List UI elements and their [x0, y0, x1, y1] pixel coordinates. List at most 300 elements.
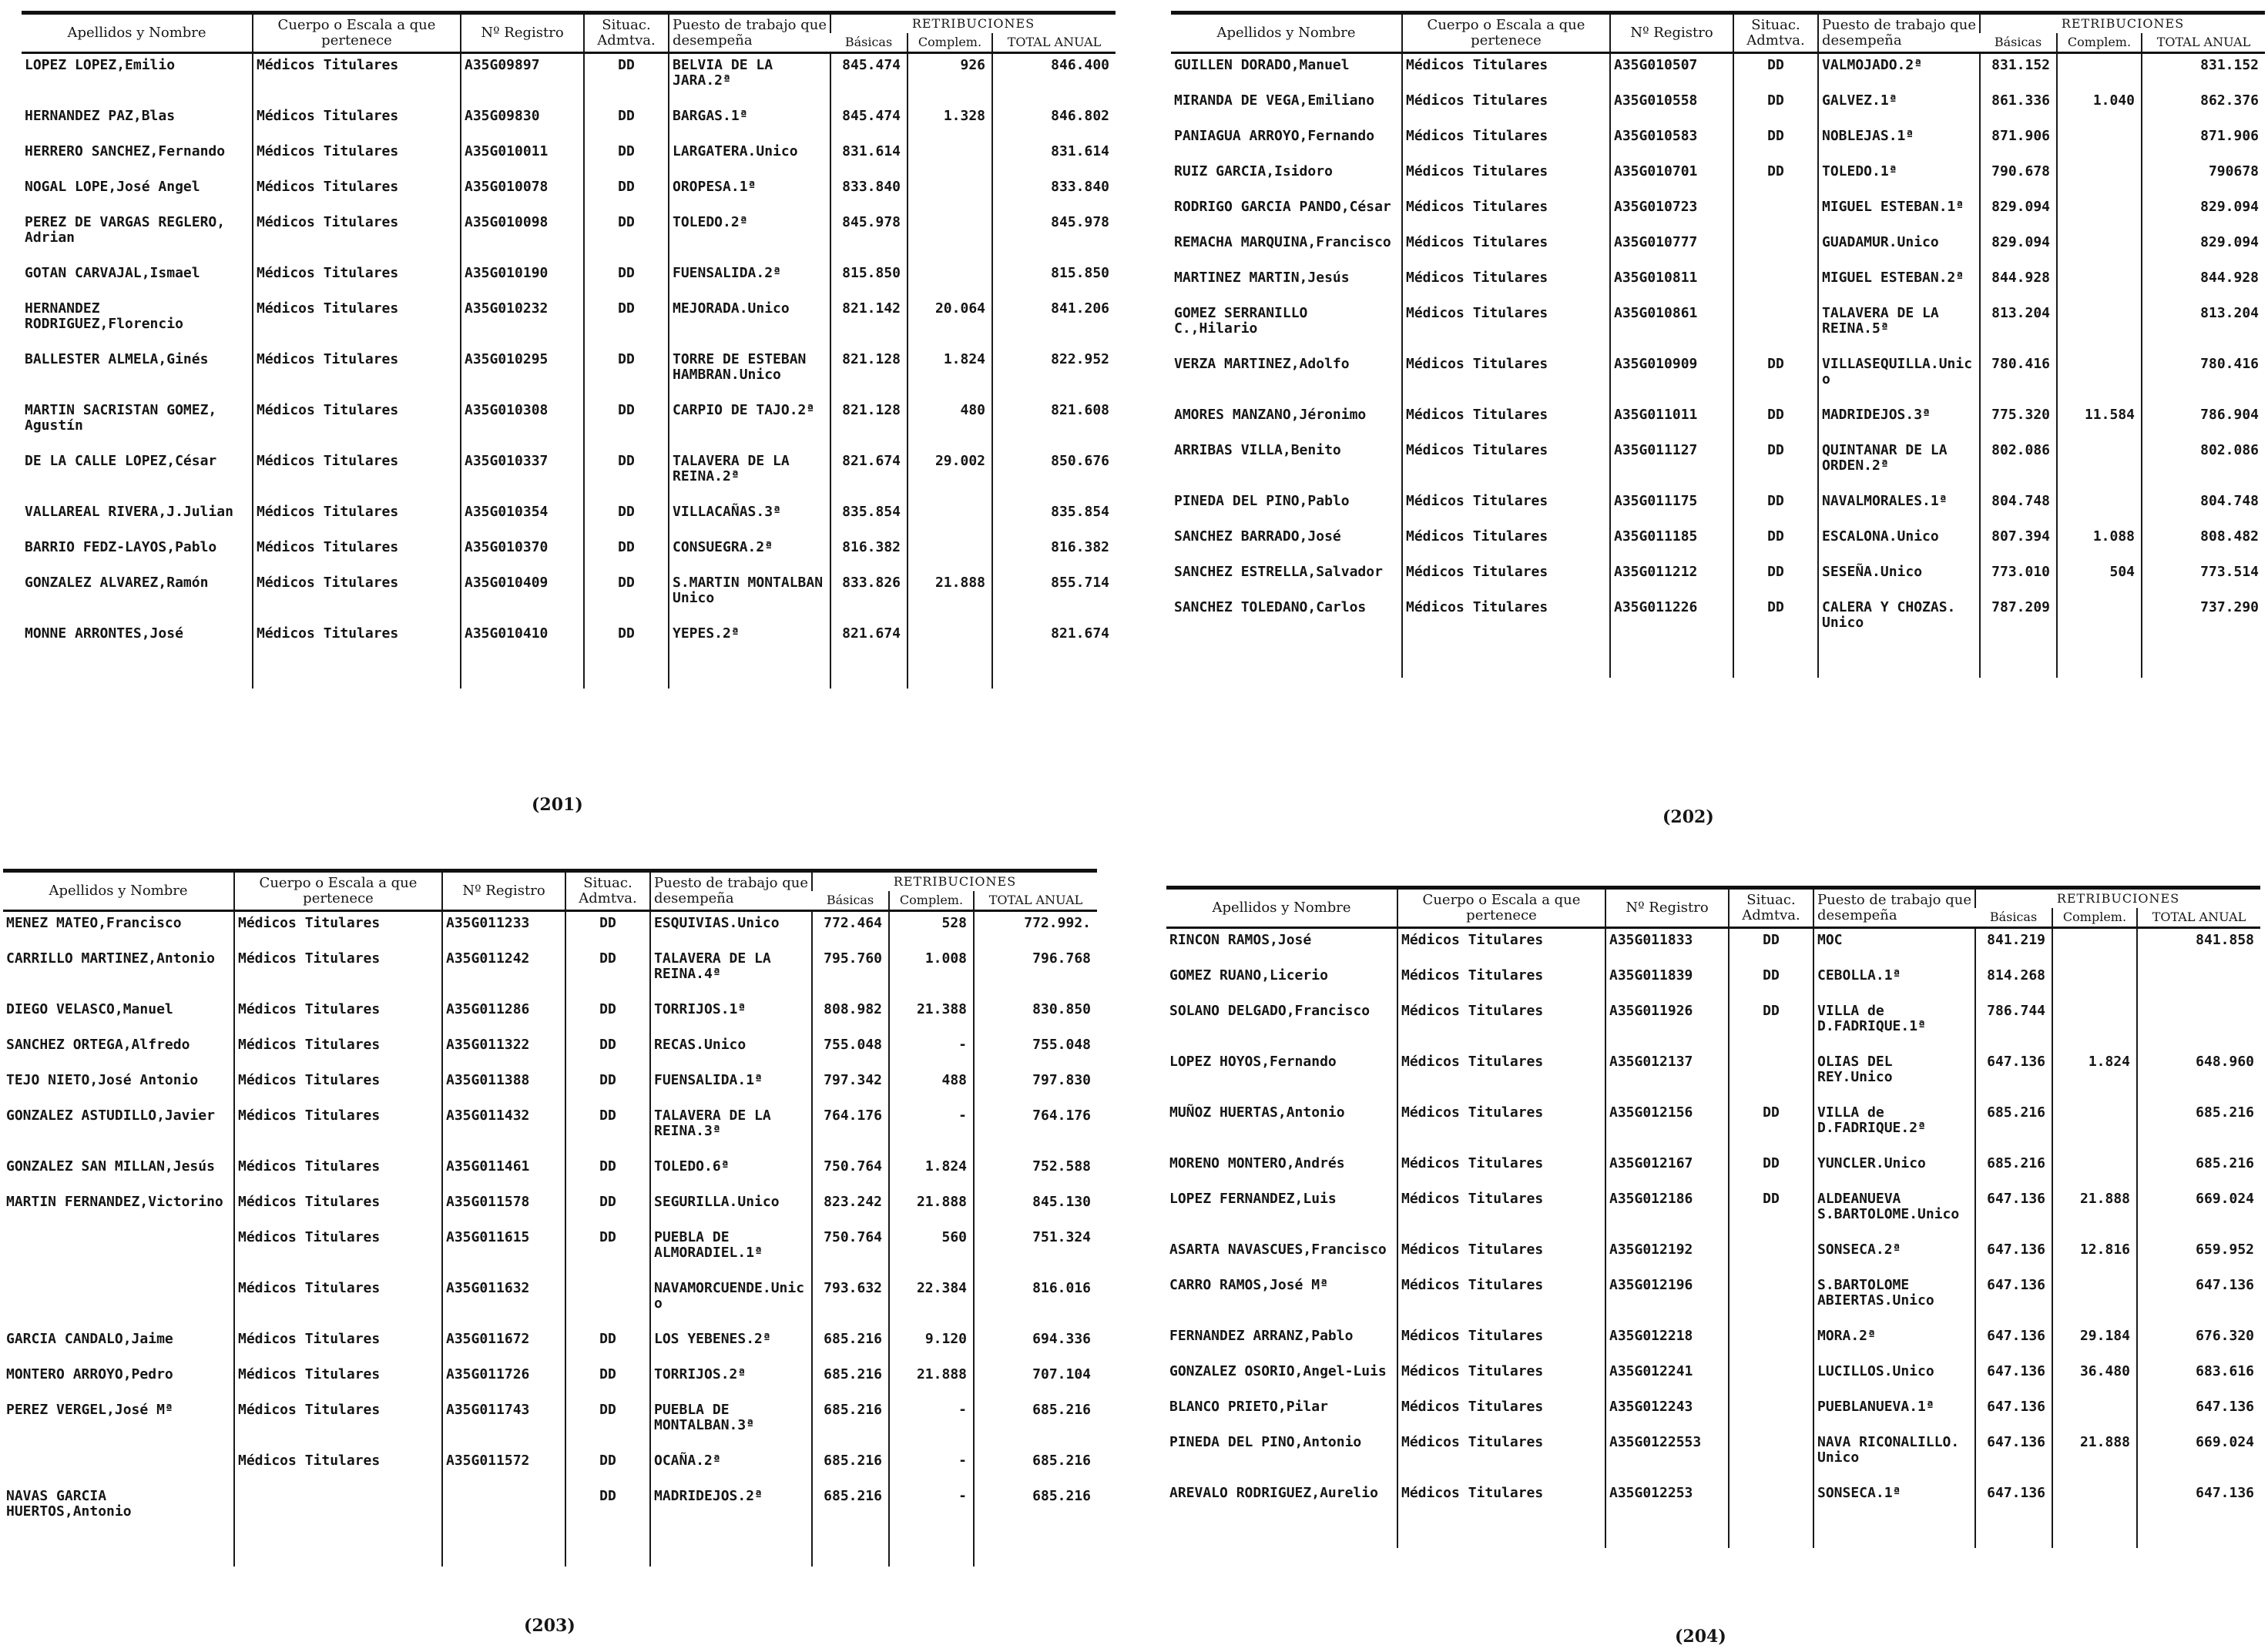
cell-puesto: ESCALONA.Unico — [1818, 525, 1980, 561]
cell-puesto: PUEBLA DE ALMORADIEL.1ª — [650, 1226, 812, 1277]
cell-cuerpo: Médicos Titulares — [234, 1399, 442, 1449]
cell-cuerpo: Médicos Titulares — [234, 1191, 442, 1226]
table-row — [1166, 1274, 2260, 1325]
cell-situac: DD — [584, 211, 669, 262]
cell-puesto: NAVA RICONALILLO. Unico — [1813, 1431, 1975, 1482]
cell-complem: 12.816 — [2052, 1238, 2137, 1274]
cell-complem: 480 — [908, 399, 992, 450]
cell-nombre: MORENO MONTERO,Andrés — [1169, 1155, 1345, 1171]
table-row — [1171, 160, 2265, 196]
cell-basicas: 755.048 — [812, 1034, 889, 1069]
cell-complem: 21.888 — [2052, 1188, 2137, 1238]
col-puesto-header: Puesto de trabajo que desempeña — [1818, 13, 1980, 53]
cell-complem — [908, 536, 992, 571]
cell-puesto: TALAVERA DE LA REINA.5ª — [1818, 302, 1980, 353]
table-row — [22, 140, 1116, 176]
cell-nombre: BLANCO PRIETO,Pilar — [1169, 1399, 1328, 1415]
cell-situac: DD — [565, 1399, 650, 1449]
cell-nombre: AREVALO RODRIGUEZ,Aurelio — [1169, 1485, 1378, 1501]
cell-situac: DD — [584, 622, 669, 658]
table-row — [3, 1363, 1097, 1399]
table-row — [1166, 1325, 2260, 1360]
col-total-header: TOTAL ANUAL — [992, 33, 1116, 53]
col-puesto-header: Puesto de trabajo que desempeña — [1813, 888, 1975, 928]
cell-puesto: OROPESA.1ª — [669, 176, 830, 211]
cell-nombre: VALLAREAL RIVERA,J.Julian — [25, 504, 233, 520]
cell-puesto: TORRE DE ESTEBAN HAMBRAN.Unico — [669, 348, 830, 399]
cell-total: 685.216 — [2137, 1101, 2260, 1152]
table-body — [1166, 928, 2260, 1549]
cell-situac: DD — [565, 911, 650, 948]
cell-situac: DD — [1729, 964, 1813, 1000]
cell-nombre: GUILLEN DORADO,Manuel — [1174, 57, 1350, 73]
cell-nombre: SOLANO DELGADO,Francisco — [1169, 1003, 1371, 1019]
cell-total: 846.802 — [992, 105, 1116, 140]
cell-total: 815.850 — [992, 262, 1116, 297]
cell-cuerpo: Médicos Titulares — [253, 571, 461, 622]
cell-puesto: TORRIJOS.1ª — [650, 998, 812, 1034]
col-situac-header: Situac. Admtva. — [565, 871, 650, 911]
cell-basicas: 807.394 — [1980, 525, 2057, 561]
table-row — [3, 1034, 1097, 1069]
table-row — [1171, 231, 2265, 266]
cell-registro: A35G010507 — [1610, 53, 1733, 90]
cell-situac: DD — [584, 140, 669, 176]
cell-basicas: 647.136 — [1975, 1396, 2052, 1431]
table-row — [1171, 596, 2265, 647]
cell-complem — [2057, 439, 2142, 490]
cell-complem — [2052, 1274, 2137, 1325]
cell-total: 752.588 — [974, 1155, 1097, 1191]
cell-total: 845.130 — [974, 1191, 1097, 1226]
table-row — [22, 571, 1116, 622]
cell-nombre: CARRO RAMOS,José Mª — [1169, 1277, 1328, 1293]
cell-situac: DD — [565, 1328, 650, 1363]
cell-cuerpo: Médicos Titulares — [1402, 160, 1610, 196]
cell-total: 841.858 — [2137, 928, 2260, 965]
cell-nombre: ASARTA NAVASCUES,Francisco — [1169, 1242, 1387, 1258]
cell-cuerpo: Médicos Titulares — [1397, 1360, 1605, 1396]
cell-cuerpo: Médicos Titulares — [1402, 53, 1610, 90]
col-retribuciones-header: RETRIBUCIONES — [812, 871, 1097, 892]
cell-complem: 926 — [908, 53, 992, 106]
cell-registro: A35G010861 — [1610, 302, 1733, 353]
cell-situac — [1733, 302, 1818, 353]
page-number: (204) — [1675, 1627, 1726, 1647]
empty-cell — [1729, 1517, 1813, 1548]
cell-situac: DD — [1729, 928, 1813, 965]
table-201 — [22, 11, 1116, 689]
cell-registro: A35G012186 — [1605, 1188, 1729, 1238]
cell-basicas: 835.854 — [830, 501, 908, 536]
cell-situac — [1733, 266, 1818, 302]
cell-puesto: TORRIJOS.2ª — [650, 1363, 812, 1399]
cell-cuerpo: Médicos Titulares — [1397, 1482, 1605, 1517]
cell-nombre: FERNANDEZ ARRANZ,Pablo — [1169, 1328, 1354, 1344]
filler-row — [3, 1536, 1097, 1567]
cell-total: 685.216 — [974, 1399, 1097, 1449]
cell-cuerpo: Médicos Titulares — [1397, 1188, 1605, 1238]
cell-basicas: 871.906 — [1980, 125, 2057, 160]
cell-registro: A35G012167 — [1605, 1152, 1729, 1188]
cell-situac: DD — [1729, 1000, 1813, 1051]
cell-cuerpo: Médicos Titulares — [253, 622, 461, 658]
cell-cuerpo: Médicos Titulares — [234, 911, 442, 948]
table-row — [1171, 490, 2265, 525]
cell-complem — [2057, 160, 2142, 196]
cell-complem — [2052, 1101, 2137, 1152]
cell-complem: - — [889, 1485, 974, 1536]
cell-complem: 1.040 — [2057, 89, 2142, 125]
cell-basicas: 797.342 — [812, 1069, 889, 1104]
cell-situac: DD — [565, 1104, 650, 1155]
cell-basicas: 829.094 — [1980, 196, 2057, 231]
cell-nombre: GONZALEZ ALVAREZ,Ramón — [25, 575, 209, 591]
cell-total: 821.674 — [992, 622, 1116, 658]
cell-basicas: 647.136 — [1975, 1188, 2052, 1238]
cell-puesto: CARPIO DE TAJO.2ª — [669, 399, 830, 450]
cell-situac: DD — [1729, 1152, 1813, 1188]
table-row — [1171, 125, 2265, 160]
cell-registro: A35G011388 — [442, 1069, 565, 1104]
cell-nombre: NOGAL LOPE,José Angel — [25, 179, 200, 195]
cell-complem: 20.064 — [908, 297, 992, 348]
cell-puesto: MADRIDEJOS.2ª — [650, 1485, 812, 1536]
cell-total: 780.416 — [2142, 353, 2265, 404]
table-row — [1166, 1431, 2260, 1482]
cell-puesto: PUEBLA DE MONTALBAN.3ª — [650, 1399, 812, 1449]
table-row — [3, 911, 1097, 948]
table-row — [3, 1328, 1097, 1363]
cell-total: 813.204 — [2142, 302, 2265, 353]
cell-complem — [2057, 490, 2142, 525]
cell-total: 802.086 — [2142, 439, 2265, 490]
cell-nombre: DIEGO VELASCO,Manuel — [6, 1001, 173, 1017]
col-complem-header: Complem. — [889, 891, 974, 911]
cell-registro: A35G012218 — [1605, 1325, 1729, 1360]
empty-cell — [1402, 647, 1610, 678]
cell-total: 835.854 — [992, 501, 1116, 536]
cell-cuerpo: Médicos Titulares — [1402, 125, 1610, 160]
cell-puesto: OLIAS DEL REY.Unico — [1813, 1051, 1975, 1101]
cell-complem — [2057, 353, 2142, 404]
cell-registro: A35G011833 — [1605, 928, 1729, 965]
cell-situac: DD — [584, 105, 669, 140]
cell-total: 659.952 — [2137, 1238, 2260, 1274]
cell-complem: 21.888 — [889, 1363, 974, 1399]
cell-situac: DD — [1733, 596, 1818, 647]
cell-registro: A35G010078 — [461, 176, 584, 211]
table-row — [1166, 928, 2260, 965]
col-complem-header: Complem. — [2057, 33, 2142, 53]
empty-cell — [1813, 1517, 1975, 1548]
cell-nombre: PINEDA DEL PINO,Pablo — [1174, 493, 1350, 509]
cell-complem: 1.008 — [889, 947, 974, 998]
cell-registro: A35G011185 — [1610, 525, 1733, 561]
cell-registro: A35G011175 — [1610, 490, 1733, 525]
cell-situac: DD — [565, 1226, 650, 1277]
cell-nombre: REMACHA MARQUINA,Francisco — [1174, 234, 1391, 250]
cell-cuerpo: Médicos Titulares — [1402, 596, 1610, 647]
empty-cell — [2142, 647, 2265, 678]
cell-situac — [1729, 1482, 1813, 1517]
cell-situac — [1733, 196, 1818, 231]
cell-registro: A35G012253 — [1605, 1482, 1729, 1517]
cell-registro: A35G011615 — [442, 1226, 565, 1277]
cell-total: 797.830 — [974, 1069, 1097, 1104]
table-row — [1166, 1238, 2260, 1274]
cell-basicas: 750.764 — [812, 1226, 889, 1277]
cell-situac: DD — [565, 947, 650, 998]
cell-complem — [2052, 1000, 2137, 1051]
cell-nombre: MONTERO ARROYO,Pedro — [6, 1366, 173, 1382]
cell-cuerpo: Médicos Titulares — [1402, 439, 1610, 490]
cell-basicas: 786.744 — [1975, 1000, 2052, 1051]
cell-nombre: SANCHEZ BARRADO,José — [1174, 528, 1341, 545]
empty-cell — [1610, 647, 1733, 678]
cell-puesto: NAVALMORALES.1ª — [1818, 490, 1980, 525]
cell-nombre — [3, 1449, 234, 1485]
cell-basicas: 647.136 — [1975, 1274, 2052, 1325]
table-row — [3, 1485, 1097, 1536]
cell-total: 808.482 — [2142, 525, 2265, 561]
cell-nombre: PEREZ VERGEL,José Mª — [6, 1402, 173, 1418]
cell-registro: A35G010909 — [1610, 353, 1733, 404]
cell-basicas: 685.216 — [812, 1449, 889, 1485]
cell-complem — [2057, 302, 2142, 353]
empty-cell — [650, 1536, 812, 1567]
cell-puesto: TALAVERA DE LA REINA.3ª — [650, 1104, 812, 1155]
col-puesto-header: Puesto de trabajo que desempeña — [650, 871, 812, 911]
cell-complem — [2057, 196, 2142, 231]
cell-nombre: GARCIA CANDALO,Jaime — [6, 1331, 173, 1347]
cell-situac: DD — [565, 1191, 650, 1226]
empty-cell — [565, 1536, 650, 1567]
cell-cuerpo: Médicos Titulares — [1397, 1152, 1605, 1188]
cell-cuerpo: Médicos Titulares — [253, 53, 461, 106]
cell-situac — [1729, 1238, 1813, 1274]
cell-puesto: QUINTANAR DE LA ORDEN.2ª — [1818, 439, 1980, 490]
cell-nombre: MIRANDA DE VEGA,Emiliano — [1174, 92, 1375, 109]
cell-complem: 1.824 — [2052, 1051, 2137, 1101]
cell-basicas: 764.176 — [812, 1104, 889, 1155]
cell-registro: A35G010583 — [1610, 125, 1733, 160]
cell-basicas: 793.632 — [812, 1277, 889, 1328]
cell-nombre: HERNANDEZ RODRIGUEZ,Florencio — [25, 300, 183, 332]
cell-puesto: TOLEDO.1ª — [1818, 160, 1980, 196]
cell-basicas: 816.382 — [830, 536, 908, 571]
cell-situac: DD — [584, 348, 669, 399]
cell-cuerpo: Médicos Titulares — [1402, 302, 1610, 353]
cell-cuerpo: Médicos Titulares — [234, 947, 442, 998]
cell-total: 764.176 — [974, 1104, 1097, 1155]
cell-cuerpo: Médicos Titulares — [234, 1363, 442, 1399]
cell-complem — [2052, 1482, 2137, 1517]
cell-nombre: RINCON RAMOS,José — [1169, 932, 1312, 948]
cell-complem — [908, 501, 992, 536]
cell-puesto: RECAS.Unico — [650, 1034, 812, 1069]
cell-puesto: SONSECA.2ª — [1813, 1238, 1975, 1274]
cell-situac: DD — [1733, 125, 1818, 160]
cell-cuerpo: Médicos Titulares — [234, 1155, 442, 1191]
table-row — [1171, 53, 2265, 90]
cell-complem — [2052, 1396, 2137, 1431]
cell-complem: 528 — [889, 911, 974, 948]
cell-total — [2137, 964, 2260, 1000]
cell-total: 830.850 — [974, 998, 1097, 1034]
table-row — [22, 348, 1116, 399]
cell-puesto: SESEÑA.Unico — [1818, 561, 1980, 596]
empty-cell — [1166, 1517, 1397, 1548]
cell-complem: 1.328 — [908, 105, 992, 140]
cell-cuerpo: Médicos Titulares — [1402, 525, 1610, 561]
cell-cuerpo: Médicos Titulares — [1397, 1238, 1605, 1274]
cell-situac: DD — [584, 571, 669, 622]
cell-nombre: MENEZ MATEO,Francisco — [6, 915, 182, 931]
cell-total: 773.514 — [2142, 561, 2265, 596]
cell-puesto: FUENSALIDA.1ª — [650, 1069, 812, 1104]
cell-nombre: RODRIGO GARCIA PANDO,César — [1174, 199, 1391, 215]
empty-cell — [2137, 1517, 2260, 1548]
table-row — [1171, 353, 2265, 404]
cell-nombre: BALLESTER ALMELA,Ginés — [25, 351, 209, 367]
cell-registro: A35G011572 — [442, 1449, 565, 1485]
cell-cuerpo — [234, 1485, 442, 1536]
table-row — [1166, 964, 2260, 1000]
table-row — [22, 262, 1116, 297]
cell-registro: A35G010337 — [461, 450, 584, 501]
table-row — [22, 399, 1116, 450]
filler-row — [1166, 1517, 2260, 1548]
table-203 — [3, 869, 1097, 1567]
cell-complem: 9.120 — [889, 1328, 974, 1363]
table-row — [1171, 439, 2265, 490]
cell-registro: A35G011926 — [1605, 1000, 1729, 1051]
cell-cuerpo: Médicos Titulares — [1402, 89, 1610, 125]
col-cuerpo-header: Cuerpo o Escala a que pertenece — [1397, 888, 1605, 928]
table-row — [1166, 1360, 2260, 1396]
col-registro-header: Nº Registro — [461, 13, 584, 53]
cell-puesto: TOLEDO.6ª — [650, 1155, 812, 1191]
cell-complem — [908, 176, 992, 211]
cell-cuerpo: Médicos Titulares — [253, 297, 461, 348]
empty-cell — [974, 1536, 1097, 1567]
cell-cuerpo: Médicos Titulares — [234, 1069, 442, 1104]
col-cuerpo-header: Cuerpo o Escala a que pertenece — [234, 871, 442, 911]
cell-registro: A35G012196 — [1605, 1274, 1729, 1325]
col-registro-header: Nº Registro — [1610, 13, 1733, 53]
cell-situac: DD — [1733, 353, 1818, 404]
cell-cuerpo: Médicos Titulares — [234, 998, 442, 1034]
cell-basicas: 833.840 — [830, 176, 908, 211]
cell-basicas: 685.216 — [812, 1399, 889, 1449]
table-row — [3, 1104, 1097, 1155]
cell-nombre — [3, 1277, 234, 1328]
cell-cuerpo: Médicos Titulares — [1402, 353, 1610, 404]
cell-cuerpo: Médicos Titulares — [253, 105, 461, 140]
empty-cell — [1733, 647, 1818, 678]
cell-complem — [2052, 928, 2137, 965]
cell-nombre: HERRERO SANCHEZ,Fernando — [25, 143, 226, 159]
cell-complem: 22.384 — [889, 1277, 974, 1328]
cell-complem: 29.184 — [2052, 1325, 2137, 1360]
cell-basicas: 685.216 — [812, 1328, 889, 1363]
cell-situac: DD — [1733, 404, 1818, 439]
empty-cell — [1605, 1517, 1729, 1548]
cell-puesto: TALAVERA DE LA REINA.2ª — [669, 450, 830, 501]
cell-basicas: 821.142 — [830, 297, 908, 348]
cell-basicas: 780.416 — [1980, 353, 2057, 404]
cell-puesto: MIGUEL ESTEBAN.1ª — [1818, 196, 1980, 231]
col-registro-header: Nº Registro — [1605, 888, 1729, 928]
empty-cell — [1980, 647, 2057, 678]
cell-registro: A35G011127 — [1610, 439, 1733, 490]
cell-nombre: NAVAS GARCIA HUERTOS,Antonio — [6, 1488, 132, 1520]
cell-cuerpo: Médicos Titulares — [234, 1449, 442, 1485]
empty-cell — [889, 1536, 974, 1567]
cell-situac: DD — [565, 1485, 650, 1536]
cell-registro: A35G010410 — [461, 622, 584, 658]
cell-total: 829.094 — [2142, 196, 2265, 231]
cell-basicas: 833.826 — [830, 571, 908, 622]
cell-cuerpo: Médicos Titulares — [1402, 266, 1610, 302]
cell-nombre: CARRILLO MARTINEZ,Antonio — [6, 950, 215, 967]
cell-total: 647.136 — [2137, 1396, 2260, 1431]
table-row — [22, 622, 1116, 658]
cell-basicas: 845.474 — [830, 105, 908, 140]
table-202 — [1171, 11, 2265, 678]
cell-registro: A35G011632 — [442, 1277, 565, 1328]
cell-nombre: AMORES MANZANO,Jéronimo — [1174, 407, 1367, 423]
table-row — [22, 176, 1116, 211]
col-cuerpo-header: Cuerpo o Escala a que pertenece — [1402, 13, 1610, 53]
cell-nombre: GONZALEZ OSORIO,Angel-Luis — [1169, 1363, 1387, 1379]
cell-complem: 21.388 — [889, 998, 974, 1034]
cell-registro: A35G010723 — [1610, 196, 1733, 231]
cell-puesto: VILLACAÑAS.3ª — [669, 501, 830, 536]
col-total-header: TOTAL ANUAL — [2137, 908, 2260, 928]
cell-total: 831.152 — [2142, 53, 2265, 90]
cell-nombre: LOPEZ HOYOS,Fernando — [1169, 1054, 1337, 1070]
cell-situac: DD — [1729, 1101, 1813, 1152]
cell-complem: 504 — [2057, 561, 2142, 596]
cell-nombre: ARRIBAS VILLA,Benito — [1174, 442, 1341, 458]
page-number: (202) — [1662, 807, 1714, 827]
cell-puesto: MORA.2ª — [1813, 1325, 1975, 1360]
cell-basicas: 823.242 — [812, 1191, 889, 1226]
cell-situac: DD — [1729, 1188, 1813, 1238]
cell-basicas: 808.982 — [812, 998, 889, 1034]
cell-basicas: 831.614 — [830, 140, 908, 176]
cell-puesto: BELVIA DE LA JARA.2ª — [669, 53, 830, 106]
cell-situac: DD — [584, 399, 669, 450]
filler-row — [1171, 647, 2265, 678]
col-registro-header: Nº Registro — [442, 871, 565, 911]
cell-registro: A35G010811 — [1610, 266, 1733, 302]
cell-puesto: VILLA de D.FADRIQUE.1ª — [1813, 1000, 1975, 1051]
col-nombre-header: Apellidos y Nombre — [49, 883, 188, 899]
cell-situac: DD — [584, 297, 669, 348]
table-body — [22, 53, 1116, 689]
cell-situac: DD — [565, 1034, 650, 1069]
cell-basicas: 685.216 — [812, 1363, 889, 1399]
cell-complem — [2052, 964, 2137, 1000]
filler-row — [22, 658, 1116, 689]
empty-cell — [442, 1536, 565, 1567]
table-row — [1166, 1396, 2260, 1431]
cell-nombre: DE LA CALLE LOPEZ,César — [25, 453, 217, 469]
cell-cuerpo: Médicos Titulares — [234, 1034, 442, 1069]
